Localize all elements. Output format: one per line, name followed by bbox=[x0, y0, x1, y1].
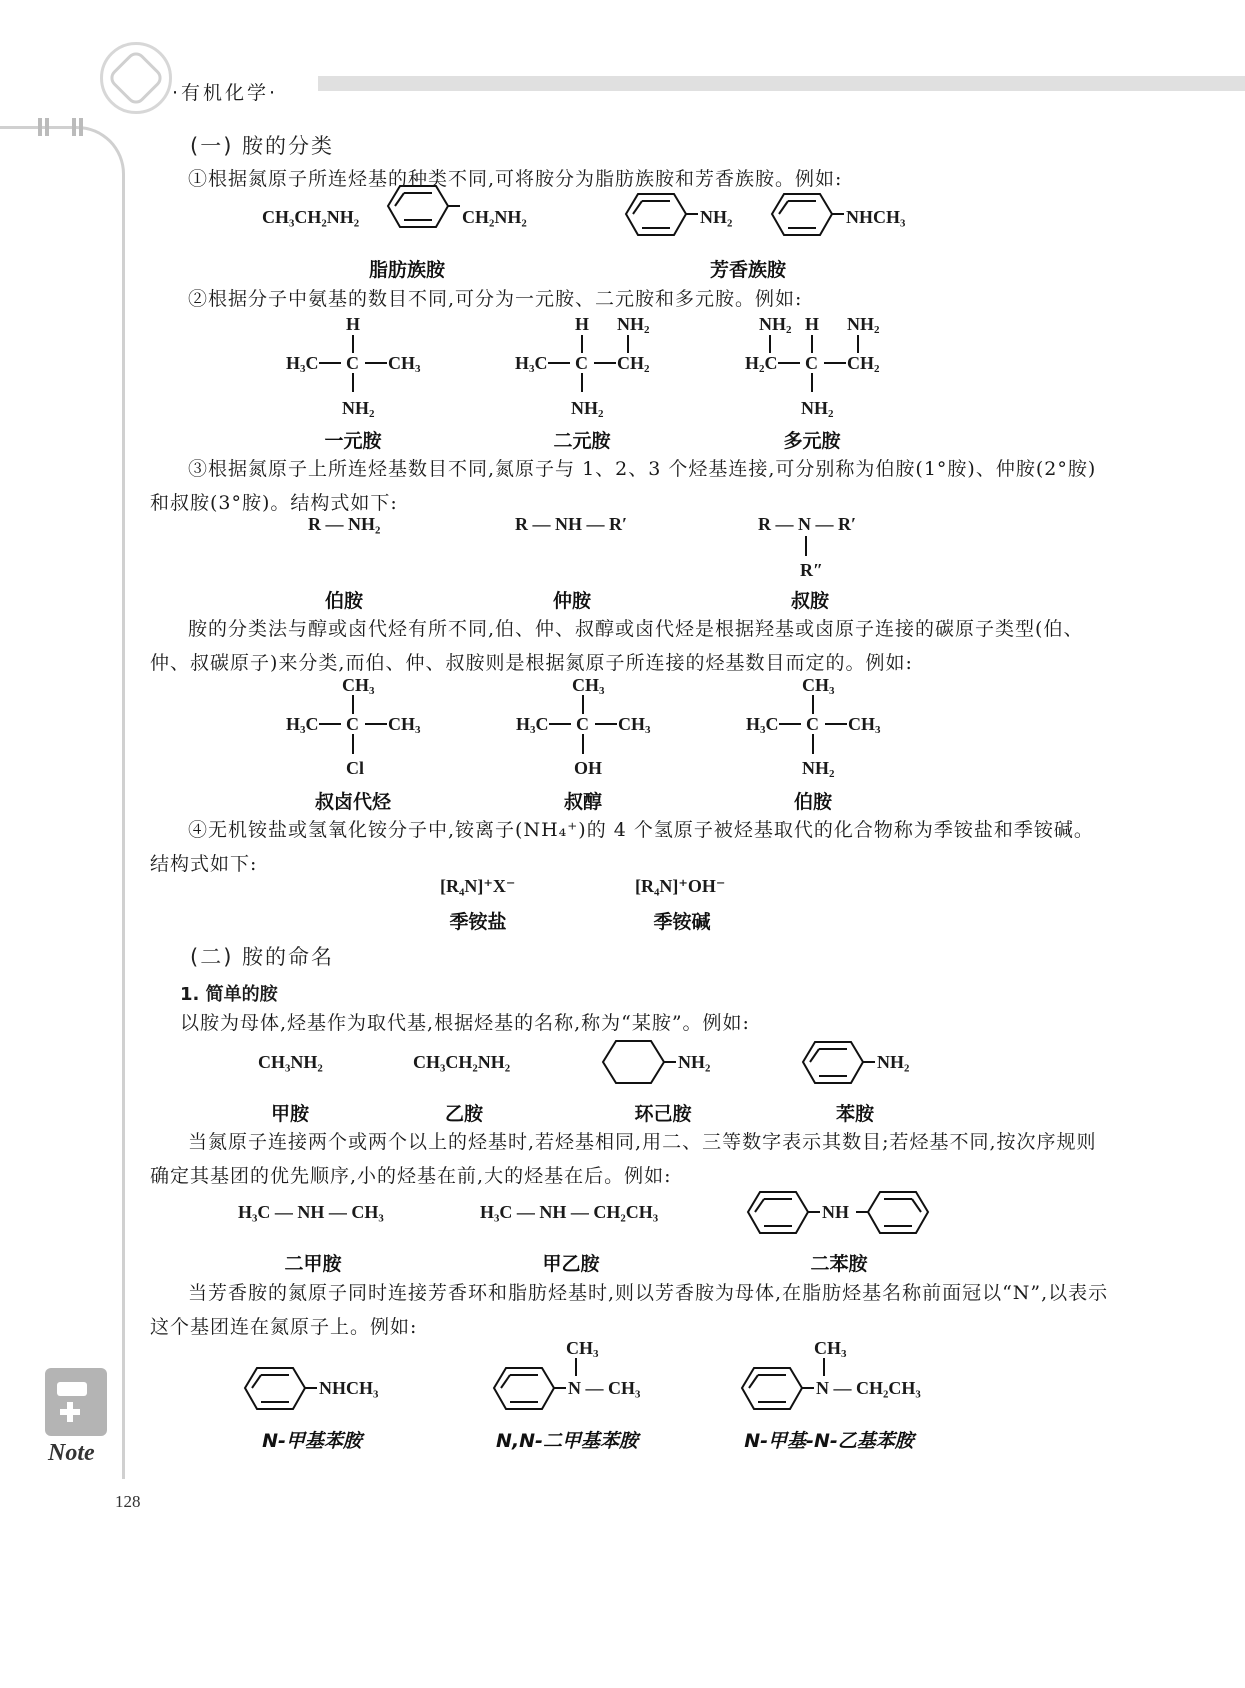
formula-tertiary-amine: R — N — R′ bbox=[758, 514, 857, 534]
label-n-methylaniline: N-甲基苯胺 bbox=[262, 1430, 362, 1452]
page-number: 128 bbox=[115, 1492, 141, 1511]
label-quaternary-base: 季铵碱 bbox=[653, 911, 711, 933]
formula-secondary-amine: R — NH — R′ bbox=[515, 514, 628, 534]
subheading-simple-amines: 1. 简单的胺 bbox=[180, 984, 278, 1005]
label-methylethylamine: 甲乙胺 bbox=[542, 1253, 600, 1275]
label-n-methyl-n-ethylaniline: N-甲基-N-乙基苯胺 bbox=[744, 1430, 914, 1452]
label-diphenylamine: 二苯胺 bbox=[810, 1253, 868, 1275]
paragraph: 胺的分类法与醇或卤代烃有所不同,伯、仲、叔醇或卤代烃是根据羟基或卤原子连接的碳原子类型(伯、仲、叔碳原子)来分类,而伯、仲、叔胺则是根据氮原子所连接的烃基数目而定的。例如: bbox=[150, 618, 1084, 674]
label-tertiary-alcohol: 叔醇 bbox=[563, 791, 603, 813]
formula-n-methyl-n-ethylaniline: N — CH₂CH₃ bbox=[816, 1378, 921, 1398]
label-quaternary-salt: 季铵盐 bbox=[449, 911, 507, 933]
paragraph: ③根据氮原子上所连烃基数目不同,氮原子与 1、2、3 个烃基连接,可分别称为伯胺(1°胺)、仲胺(2°胺)和叔胺(3°胺)。结构式如下: bbox=[150, 458, 1097, 514]
formula-diphenylamine: NH bbox=[822, 1202, 849, 1222]
formula-n-methylaniline-2: NHCH₃ bbox=[319, 1378, 379, 1398]
formula-benzylamine: CH₂NH₂ bbox=[462, 207, 527, 227]
label-diamine: 二元胺 bbox=[553, 430, 611, 452]
label-secondary-amine: 仲胺 bbox=[552, 590, 592, 612]
formula-ethylamine: CH₃CH₂NH₂ bbox=[262, 207, 360, 227]
label-cyclohexylamine: 环己胺 bbox=[634, 1103, 692, 1125]
note-label: Note bbox=[48, 1440, 95, 1466]
label-nn-dimethylaniline: N,N-二甲基苯胺 bbox=[496, 1430, 638, 1452]
label-ethylamine: 乙胺 bbox=[444, 1103, 484, 1125]
paragraph: ①根据氮原子所连烃基的种类不同,可将胺分为脂肪族胺和芳香族胺。例如: bbox=[188, 168, 843, 190]
header-title: ·有机化学· bbox=[172, 82, 279, 104]
label-tertiary-amine: 叔胺 bbox=[790, 590, 830, 612]
label-tertiary-halide: 叔卤代烃 bbox=[314, 791, 392, 813]
paragraph: ④无机铵盐或氢氧化铵分子中,铵离子(NH₄⁺)的 4 个氢原子被烃基取代的化合物称为季铵盐和季铵碱。结构式如下: bbox=[150, 819, 1094, 875]
formula-n-methylaniline: NHCH₃ bbox=[846, 207, 906, 227]
paragraph: 当芳香胺的氮原子同时连接芳香环和脂肪烃基时,则以芳香胺为母体,在脂肪烃基名称前面冠以“N”,以表示这个基团连在氮原子上。例如: bbox=[150, 1282, 1109, 1338]
formula-aniline-2: NH₂ bbox=[877, 1052, 910, 1072]
label-aromatic-amine: 芳香族胺 bbox=[709, 259, 787, 281]
formula-cyclohexylamine: NH₂ bbox=[678, 1052, 711, 1072]
paragraph: 以胺为母体,烃基作为取代基,根据烃基的名称,称为“某胺”。例如: bbox=[180, 1012, 750, 1034]
formula-tertiary-amine-r2: R″ bbox=[800, 560, 823, 580]
label-methylamine: 甲胺 bbox=[270, 1103, 310, 1125]
formula-quaternary-salt: [R₄N]⁺X⁻ bbox=[440, 876, 516, 896]
cyclohexane-ring bbox=[603, 1041, 664, 1083]
formula-aniline: NH₂ bbox=[700, 207, 733, 227]
section-heading-naming: (二) 胺的命名 bbox=[190, 945, 335, 969]
label-aniline: 苯胺 bbox=[835, 1103, 875, 1125]
paragraph: 当氮原子连接两个或两个以上的烃基时,若烃基相同,用二、三等数字表示其数目;若烃基不同,按次序规则确定其基团的优先顺序,小的烃基在前,大的烃基在后。例如: bbox=[150, 1131, 1097, 1187]
formula-nn-dimethylaniline: N — CH₃ bbox=[568, 1378, 641, 1398]
formula-dimethylamine: H₃C — NH — CH₃ bbox=[238, 1202, 384, 1222]
formula-methylamine: CH₃NH₂ bbox=[258, 1052, 323, 1072]
label-aliphatic-amine: 脂肪族胺 bbox=[368, 259, 446, 281]
label-polyamine: 多元胺 bbox=[783, 430, 841, 452]
formula-quaternary-base: [R₄N]⁺OH⁻ bbox=[635, 876, 726, 896]
label-monoamine: 一元胺 bbox=[324, 430, 382, 452]
paragraph: ②根据分子中氨基的数目不同,可分为一元胺、二元胺和多元胺。例如: bbox=[188, 288, 803, 310]
section-heading-classification: (一) 胺的分类 bbox=[190, 134, 335, 158]
formula-methylethylamine: H₃C — NH — CH₂CH₃ bbox=[480, 1202, 659, 1222]
formula-primary-amine: R — NH₂ bbox=[308, 514, 381, 534]
label-primary-amine: 伯胺 bbox=[324, 590, 364, 612]
label-primary-amine-2: 伯胺 bbox=[793, 791, 833, 813]
label-dimethylamine: 二甲胺 bbox=[284, 1253, 342, 1275]
formula-ethylamine-2: CH₃CH₂NH₂ bbox=[413, 1052, 511, 1072]
